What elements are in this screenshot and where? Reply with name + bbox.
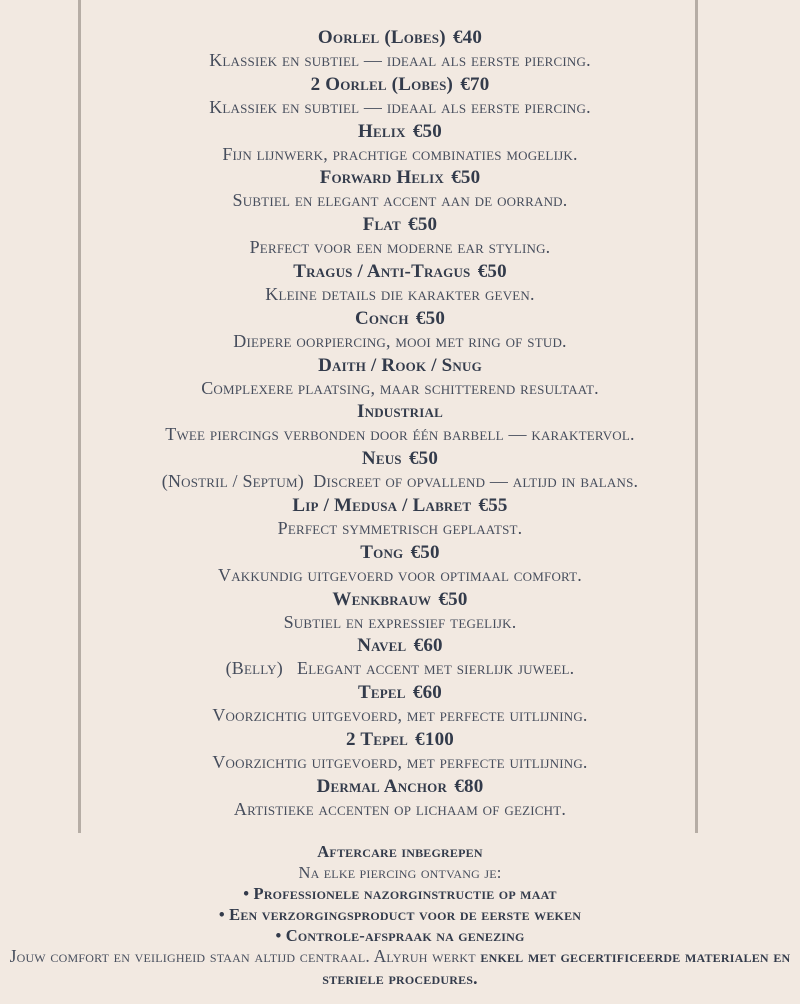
menu-item-description: Klassiek en subtiel — ideaal als eerste piercing. [209, 96, 591, 117]
menu-item-price: €50 [415, 307, 446, 329]
menu-item-price: €50 [408, 448, 439, 470]
menu-item-description: Artistieke accenten op lichaam of gezicht. [233, 798, 567, 819]
menu-item-title [0, 589, 800, 611]
menu-item-name: Navel [357, 635, 407, 657]
price-list [0, 27, 800, 823]
menu-item-title [0, 448, 800, 470]
aftercare-footer [0, 946, 800, 989]
menu-item-description: (Belly) Elegant accent met sierlijk juweel. [225, 658, 575, 679]
menu-item-name: Conch [354, 307, 409, 329]
menu-item-name: Tragus / Anti-Tragus [293, 260, 471, 282]
menu-item-description: Vakkundig uitgevoerd voor optimaal comfort. [218, 564, 582, 585]
menu-item-name: Daith / Rook / Snug [318, 354, 482, 376]
menu-item-price: €100 [415, 728, 454, 750]
menu-item [0, 729, 800, 773]
menu-item-name: 2 Tepel [346, 728, 408, 750]
aftercare-title: Aftercare inbegrepen [317, 842, 483, 861]
menu-item-title [0, 776, 800, 798]
menu-item-price: €50 [438, 588, 468, 610]
menu-item-price: €70 [460, 73, 490, 95]
menu-item-description: Klassiek en subtiel — ideaal als eerste piercing. [209, 50, 591, 70]
menu-item-name: Wenkbrauw [332, 588, 432, 610]
menu-item [0, 635, 800, 679]
menu-item [0, 355, 800, 399]
menu-item-description: Subtiel en expressief tegelijk. [283, 611, 517, 632]
menu-item [0, 74, 800, 118]
aftercare-footer-bold: enkel met gecertificeerde materialen en steriele procedures. [322, 946, 791, 988]
menu-item-name: Forward Helix [319, 167, 444, 189]
menu-item [0, 448, 800, 492]
menu-item [0, 308, 800, 352]
menu-item-title [0, 729, 800, 751]
menu-item-description: (Nostril / Septum) Discreet of opvallend — altijd in balans. [161, 471, 639, 492]
menu-item-title [0, 542, 800, 564]
menu-item [0, 542, 800, 586]
menu-item [0, 214, 800, 258]
menu-item-description: Perfect voor een moderne ear styling. [249, 237, 551, 258]
menu-item-name: Lip / Medusa / Labret [292, 494, 472, 516]
menu-item-name: Tong [360, 541, 404, 563]
menu-item-name: Helix [358, 120, 406, 142]
menu-item-name: 2 Oorlel (Lobes) [310, 73, 454, 95]
menu-item-title [0, 682, 800, 704]
aftercare-section [0, 841, 800, 989]
menu-item-price: €55 [478, 494, 508, 516]
menu-item-description: Voorzichtig uitgevoerd, met perfecte uitlijning. [212, 705, 588, 726]
menu-item-name: Neus [361, 448, 402, 470]
menu-item-title [0, 27, 800, 49]
menu-item-description: Kleine details die karakter geven. [265, 283, 535, 304]
menu-item-title [0, 495, 800, 517]
menu-item [0, 27, 800, 71]
menu-item-description: Complexere plaatsing, maar schitterend resultaat. [201, 377, 599, 398]
menu-item-price: €40 [452, 27, 483, 48]
menu-item-price: €50 [451, 167, 481, 189]
menu-item [0, 167, 800, 211]
menu-item-description: Diepere oorpiercing, mooi met ring of stud. [233, 330, 567, 351]
menu-item-description: Voorzichtig uitgevoerd, met perfecte uitlijning. [212, 751, 588, 772]
menu-item [0, 121, 800, 165]
menu-item-title [0, 121, 800, 143]
aftercare-footer-regular: Jouw comfort en veiligheid staan altijd centraal. Alyruh werkt [9, 946, 476, 966]
menu-item-title [0, 635, 800, 657]
menu-item-price: €50 [412, 120, 442, 142]
menu-item [0, 261, 800, 305]
menu-item-price: €50 [477, 260, 507, 282]
menu-item-title [0, 401, 800, 423]
menu-item-title [0, 74, 800, 96]
menu-item-price: €50 [410, 541, 440, 563]
menu-item-title [0, 308, 800, 330]
menu-item-name: Oorlel (Lobes) [317, 27, 446, 48]
menu-item-price: €50 [408, 214, 438, 236]
menu-item-name: Industrial [357, 401, 443, 423]
menu-item-title [0, 167, 800, 189]
aftercare-bullet: • Professionele nazorginstructie op maat [243, 884, 557, 903]
menu-item-title [0, 214, 800, 236]
menu-item [0, 776, 800, 820]
menu-item [0, 589, 800, 633]
menu-item [0, 682, 800, 726]
menu-item [0, 495, 800, 539]
aftercare-bullet: • Controle-afspraak na genezing [275, 926, 525, 945]
menu-item-title [0, 355, 800, 377]
menu-item-price: €60 [413, 635, 443, 657]
menu-item [0, 401, 800, 445]
aftercare-bullet: • Een verzorgingsproduct voor de eerste weken [218, 905, 582, 924]
menu-item-name: Tepel [358, 682, 406, 704]
menu-item-title [0, 261, 800, 283]
menu-item-description: Subtiel en elegant accent aan de oorrand. [232, 190, 568, 211]
menu-item-name: Dermal Anchor [316, 775, 448, 797]
menu-item-description: Fijn lijnwerk, prachtige combinaties mogelijk. [222, 143, 578, 164]
menu-item-description: Twee piercings verbonden door één barbell — karaktervol. [165, 424, 635, 445]
menu-item-name: Flat [362, 214, 401, 236]
menu-item-price: €80 [454, 775, 484, 797]
aftercare-intro: Na elke piercing ontvang je: [298, 863, 502, 882]
menu-item-price: €60 [412, 682, 442, 704]
menu-item-description: Perfect symmetrisch geplaatst. [277, 517, 523, 538]
